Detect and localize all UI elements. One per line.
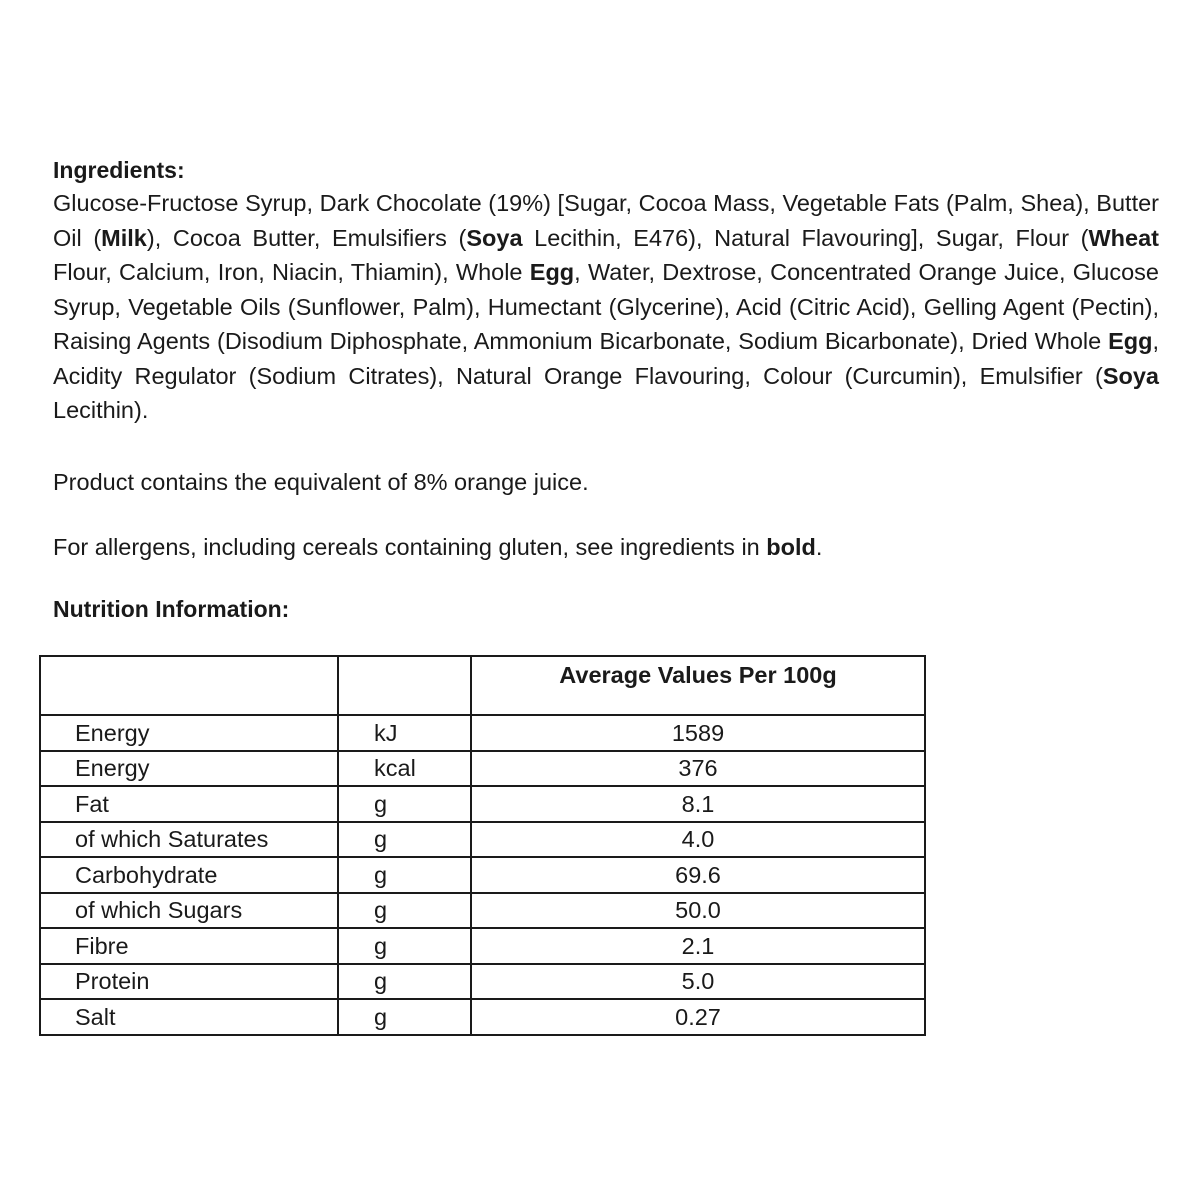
nutrient-value: 69.6	[471, 857, 925, 893]
allergen-ingredient: Egg	[1108, 328, 1153, 354]
allergen-ingredient: Egg	[529, 259, 575, 285]
nutrient-value: 8.1	[471, 786, 925, 822]
nutrient-name: of which Saturates	[40, 822, 338, 858]
nutrient-unit: g	[338, 822, 471, 858]
nutrient-value: 5.0	[471, 964, 925, 1000]
nutrient-value: 2.1	[471, 928, 925, 964]
nutrient-unit: g	[338, 999, 471, 1035]
nutrition-row	[40, 857, 925, 893]
nutrient-value: 0.27	[471, 999, 925, 1035]
ingredient-text: Flour, Calcium, Iron, Niacin, Thiamin), Whole	[53, 259, 530, 285]
nutrition-table-header-row	[40, 656, 925, 715]
nutrient-value: 376	[471, 751, 925, 787]
allergen-note-end: .	[815, 534, 823, 560]
nutrient-unit: g	[338, 786, 471, 822]
nutrient-unit: kcal	[338, 751, 471, 787]
nutrition-table-body	[40, 715, 925, 1035]
nutrition-row	[40, 999, 925, 1035]
nutrient-unit: g	[338, 893, 471, 929]
nutrition-row	[40, 893, 925, 929]
nutrition-heading: Nutrition Information:	[53, 596, 290, 622]
nutrition-row	[40, 928, 925, 964]
nutrient-name: Fibre	[40, 928, 338, 964]
allergen-note-bold-word: bold	[766, 534, 816, 560]
header-cell-unit	[338, 656, 471, 715]
nutrient-unit: g	[338, 928, 471, 964]
nutrition-row	[40, 964, 925, 1000]
nutrient-name: Protein	[40, 964, 338, 1000]
allergen-ingredient: Milk	[101, 224, 147, 251]
ingredient-text: Glucose-Fructose Syrup, Dark Chocolate (19%) [Sugar, Cocoa Mass, Vegetable Fats (Palm, Shea), Butter Oil (	[53, 190, 1159, 251]
nutrient-value: 1589	[471, 715, 925, 751]
nutrient-name: of which Sugars	[40, 893, 338, 929]
allergen-ingredient: Soya	[1102, 362, 1159, 389]
juice-content-note: Product contains the equivalent of 8% orange juice.	[53, 469, 589, 495]
nutrient-unit: g	[338, 964, 471, 1000]
nutrient-unit: g	[338, 857, 471, 893]
nutrition-row	[40, 751, 925, 787]
nutrient-unit: kJ	[338, 715, 471, 751]
allergen-note-text: For allergens, including cereals containing gluten, see ingredients in	[53, 534, 767, 560]
allergen-ingredient: Soya	[466, 224, 523, 251]
nutrient-value: 50.0	[471, 893, 925, 929]
ingredients-list	[53, 186, 1159, 428]
allergen-note	[53, 532, 822, 562]
nutrition-row	[40, 786, 925, 822]
nutrition-row	[40, 822, 925, 858]
ingredient-text: , Water, Dextrose, Concentrated Orange Juice, Glucose Syrup, Vegetable Oils (Sunflower, Palm), Humectant (Glycerine), Acid (Citric Acid), Gelling Agent (Pectin), Raising Agents (Disodium Diphosphate, Ammonium Bicarbonate, Sodium Bicarbonate), Dried Whole	[53, 259, 1159, 354]
nutrition-table	[39, 655, 926, 1036]
header-cell-nutrient	[40, 656, 338, 715]
nutrient-name: Energy	[40, 751, 338, 787]
allergen-ingredient: Wheat	[1088, 224, 1159, 251]
nutrient-name: Carbohydrate	[40, 857, 338, 893]
nutrient-name: Salt	[40, 999, 338, 1035]
nutrient-name: Energy	[40, 715, 338, 751]
ingredient-text: , Acidity Regulator (Sodium Citrates), Natural Orange Flavouring, Colour (Curcumin), Emulsifier (	[53, 328, 1159, 389]
ingredients-heading: Ingredients:	[53, 157, 185, 183]
header-cell-average-values: Average Values Per 100g	[471, 656, 925, 715]
ingredient-text: ), Cocoa Butter, Emulsifiers (	[146, 224, 467, 251]
ingredient-text: Lecithin, E476), Natural Flavouring], Sugar, Flour (	[522, 224, 1089, 251]
nutrition-row	[40, 715, 925, 751]
nutrient-name: Fat	[40, 786, 338, 822]
ingredient-text: Lecithin).	[53, 397, 149, 423]
nutrient-value: 4.0	[471, 822, 925, 858]
